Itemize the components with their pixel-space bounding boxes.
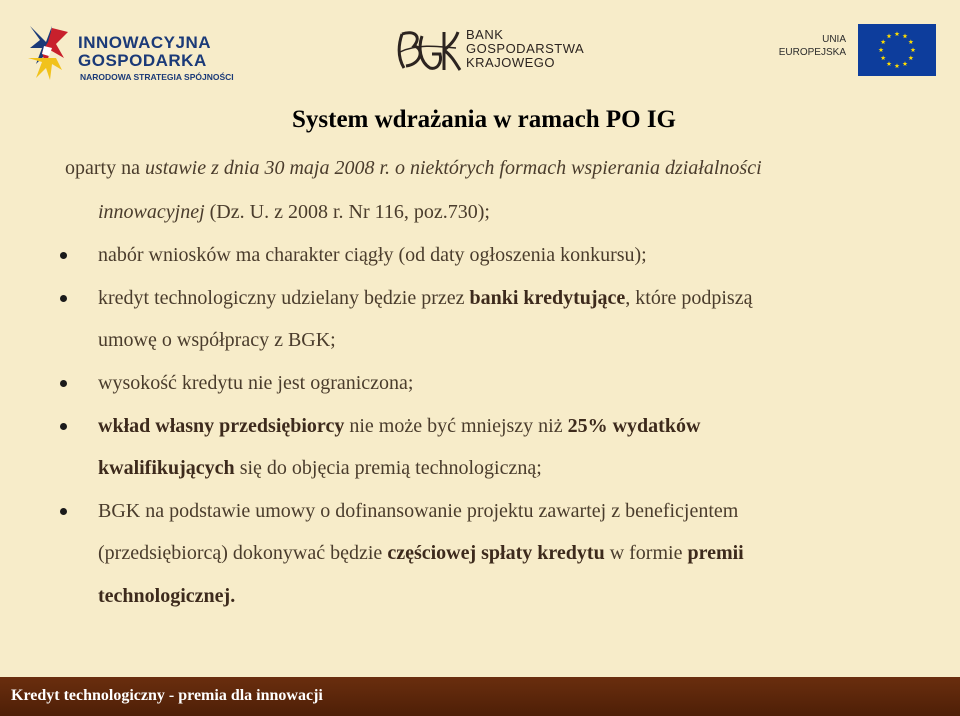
text: w formie	[604, 542, 688, 564]
bold-text: kwalifikujących	[98, 457, 235, 479]
bold-text: technologicznej.	[98, 585, 236, 607]
bold-text: wkład własny przedsiębiorcy	[98, 415, 345, 437]
bold-text: banki kredytujące	[469, 287, 626, 309]
bullet-dot	[60, 380, 67, 387]
logo-line-2: EUROPEJSKA	[778, 47, 846, 58]
logo-line-2: GOSPODARSTWA	[466, 41, 585, 56]
intro-line-1	[65, 156, 762, 180]
text: (przedsiębiorcą) dokonywać będzie	[98, 542, 388, 564]
bgk-logo	[396, 26, 596, 74]
slide-title: System wdrażania w ramach PO IG	[292, 106, 676, 133]
bullet-dot	[60, 295, 67, 302]
text: kredyt technologiczny udzielany będzie przez	[98, 287, 470, 309]
bold-text: premii	[687, 542, 744, 564]
text: , które podpiszą	[625, 287, 753, 309]
bullet-dot	[60, 508, 67, 515]
logo-line-1: UNIA	[822, 34, 846, 45]
logo-line-3: NARODOWA STRATEGIA SPÓJNOŚCI	[80, 72, 234, 82]
intro-line-2	[98, 200, 490, 224]
bullet-dot	[60, 423, 67, 430]
footer-text: Kredyt technologiczny - premia dla innowacji	[11, 687, 323, 704]
bullet-item-5-cont	[98, 541, 744, 565]
bgk-monogram-icon	[396, 26, 462, 74]
unia-europejska-logo	[778, 24, 936, 76]
act-name-cont: innowacyjnej	[98, 201, 205, 223]
text: nie może być mniejszy niż	[344, 415, 568, 437]
bullet-item-5-cont-2	[98, 584, 235, 608]
bullet-dot	[60, 252, 67, 259]
bullet-item-2	[98, 286, 752, 310]
bullet-item-5: BGK na podstawie umowy o dofinansowanie projektu zawartej z beneficjentem	[98, 500, 739, 522]
intro-text: oparty na	[65, 157, 145, 179]
bullet-item-1: nabór wniosków ma charakter ciągły (od daty ogłoszenia konkursu);	[98, 244, 647, 266]
act-name: ustawie z dnia 30 maja 2008 r. o niektórych formach wspierania działalności	[144, 157, 762, 179]
bullet-item-4-cont	[98, 456, 542, 480]
logo-line-3: KRAJOWEGO	[466, 55, 556, 70]
bold-text: 25% wydatków	[567, 415, 701, 437]
bullet-item-3: wysokość kredytu nie jest ograniczona;	[98, 372, 414, 394]
act-reference: (Dz. U. z 2008 r. Nr 116, poz.730);	[204, 201, 490, 223]
logo-line-1: BANK	[466, 27, 504, 42]
logo-line-1: INNOWACYJNA	[78, 33, 212, 52]
bold-text: częściowej spłaty kredytu	[387, 542, 605, 564]
logo-line-2: GOSPODARKA	[78, 51, 207, 70]
footer-bar	[0, 677, 960, 716]
bullet-item-4	[98, 414, 700, 438]
innowacyjna-gospodarka-logo	[22, 18, 252, 86]
bullet-item-2-cont: umowę o współpracy z BGK;	[98, 329, 336, 351]
eu-flag-icon	[858, 24, 936, 76]
text: się do objęcia premią technologiczną;	[234, 457, 542, 479]
star-burst-icon	[22, 18, 72, 86]
